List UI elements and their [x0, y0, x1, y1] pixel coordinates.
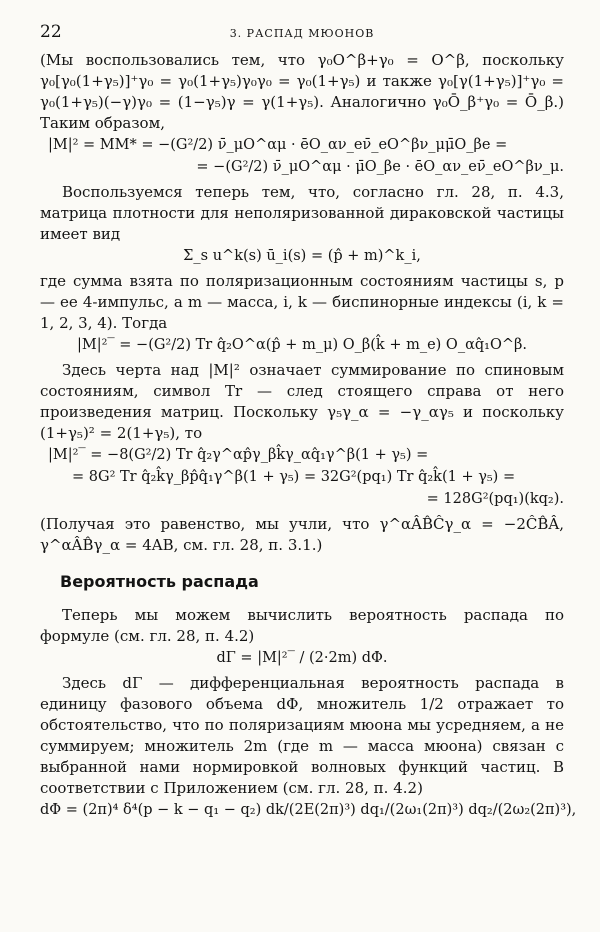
equation-phase-space: dΦ = (2π)⁴ δ⁴(p − k − q₁ − q₂) dk/(2E(2π)³) dq₁/(2ω₁(2π)³) dq₂/(2ω₂(2π)³), [40, 802, 577, 818]
paragraph-equality-note: (Получая это равенство, мы учли, что γ^αÂB̂Ĉγ_α = −2ĈB̂Â, γ^αÂB̂γ_α = 4AB, см. гл. 28, п. 3.1.) [40, 515, 564, 554]
paragraph-decay-probability: Теперь мы можем вычислить вероятность распада по формуле (см. гл. 28, п. 4.2) [40, 606, 564, 645]
equation-density-matrix: Σ_s u^k(s) ū_i(s) = (p̂ + m)^k_i, [183, 248, 421, 264]
equation-m-squared-2: = −(G²/2) ν̄_μO^αμ · μ̄O_βe · ēO_αν_eν̄_eO^βν_μ. [196, 159, 564, 175]
equation-m-result-2: = 8G² Tr q̂₂k̂γ_βp̂q̂₁γ^β(1 + γ₅) = 32G²(pq₁) Tr q̂₂k̂(1 + γ₅) = [72, 469, 516, 485]
equation-m-averaged-trace: |M|²‾ = −(G²/2) Tr q̂₂O^α(p̂ + m_μ) O_β(k̂ + m_e) O_αq̂₁O^β. [77, 337, 527, 353]
page-body [40, 50, 577, 821]
paragraph-density-matrix: Воспользуемся теперь тем, что, согласно гл. 28, п. 4.3, матрица плотности для неполяризованной дираковской частицы имеет вид [40, 183, 564, 243]
equation-m-result-1: |M|²‾ = −8(G²/2) Tr q̂₂γ^αp̂γ_βk̂γ_αq̂₁γ^β(1 + γ₅) = [48, 447, 429, 463]
page-header [40, 22, 564, 50]
section-heading: Вероятность распада [60, 572, 259, 591]
paragraph-sum-over-spins: где сумма взята по поляризационным состояниям частицы s, p — ее 4-импульс, a m — масса, i, k — биспинорные индексы (i, k = 1, 2, 3, 4). Тогда [40, 272, 564, 332]
running-title: 3. РАСПАД МЮОНОВ [229, 27, 375, 40]
equation-m-result-3: = 128G²(pq₁)(kq₂). [426, 491, 564, 507]
paragraph-differential-probability: Здесь dΓ — дифференциальная вероятность распада в единицу фазового объема dΦ, множитель 1/2 отражает то обстоятельство, что по поляризациям мюона мы усредняем, а не суммируем; множитель 2m (где m — масса мюона) связан с выбранной нами нормировкой волновых функций частиц. В соответствии с Приложением (см. гл. 28, п. 4.2) [40, 674, 564, 797]
paragraph-bar-meaning: Здесь черта над |M|² означает суммирование по спиновым состояниям, символ Tr — след стоящего справа от него произведения матриц. Поскольку γ₅γ_α = −γ_αγ₅ и поскольку (1+γ₅)² = 2(1+γ₅), то [40, 361, 564, 442]
equation-m-squared-1: |M|² = MM* = −(G²/2) ν̄_μO^αμ · ēO_αν_eν̄_eO^βν_μμ̄O_βe = [48, 137, 508, 153]
equation-dgamma: dΓ = |M|²‾ / (2·2m) dΦ. [216, 650, 388, 666]
page-number: 22 [40, 22, 62, 42]
paragraph-identity-used: (Мы воспользовались тем, что γ₀O^β+γ₀ = O^β, поскольку γ₀[γ₀(1+γ₅)]⁺γ₀ = γ₀(1+γ₅)γ₀γ₀ = γ₀(1+γ₅) и также γ₀[γ(1+γ₅)]⁺γ₀ = γ₀(1+γ₅)(−γ)γ₀ = (1−γ₅)γ = γ(1+γ₅). Аналогично γ₀Ō_β⁺γ₀ = Ō_β.) Таким образом, [40, 51, 564, 132]
